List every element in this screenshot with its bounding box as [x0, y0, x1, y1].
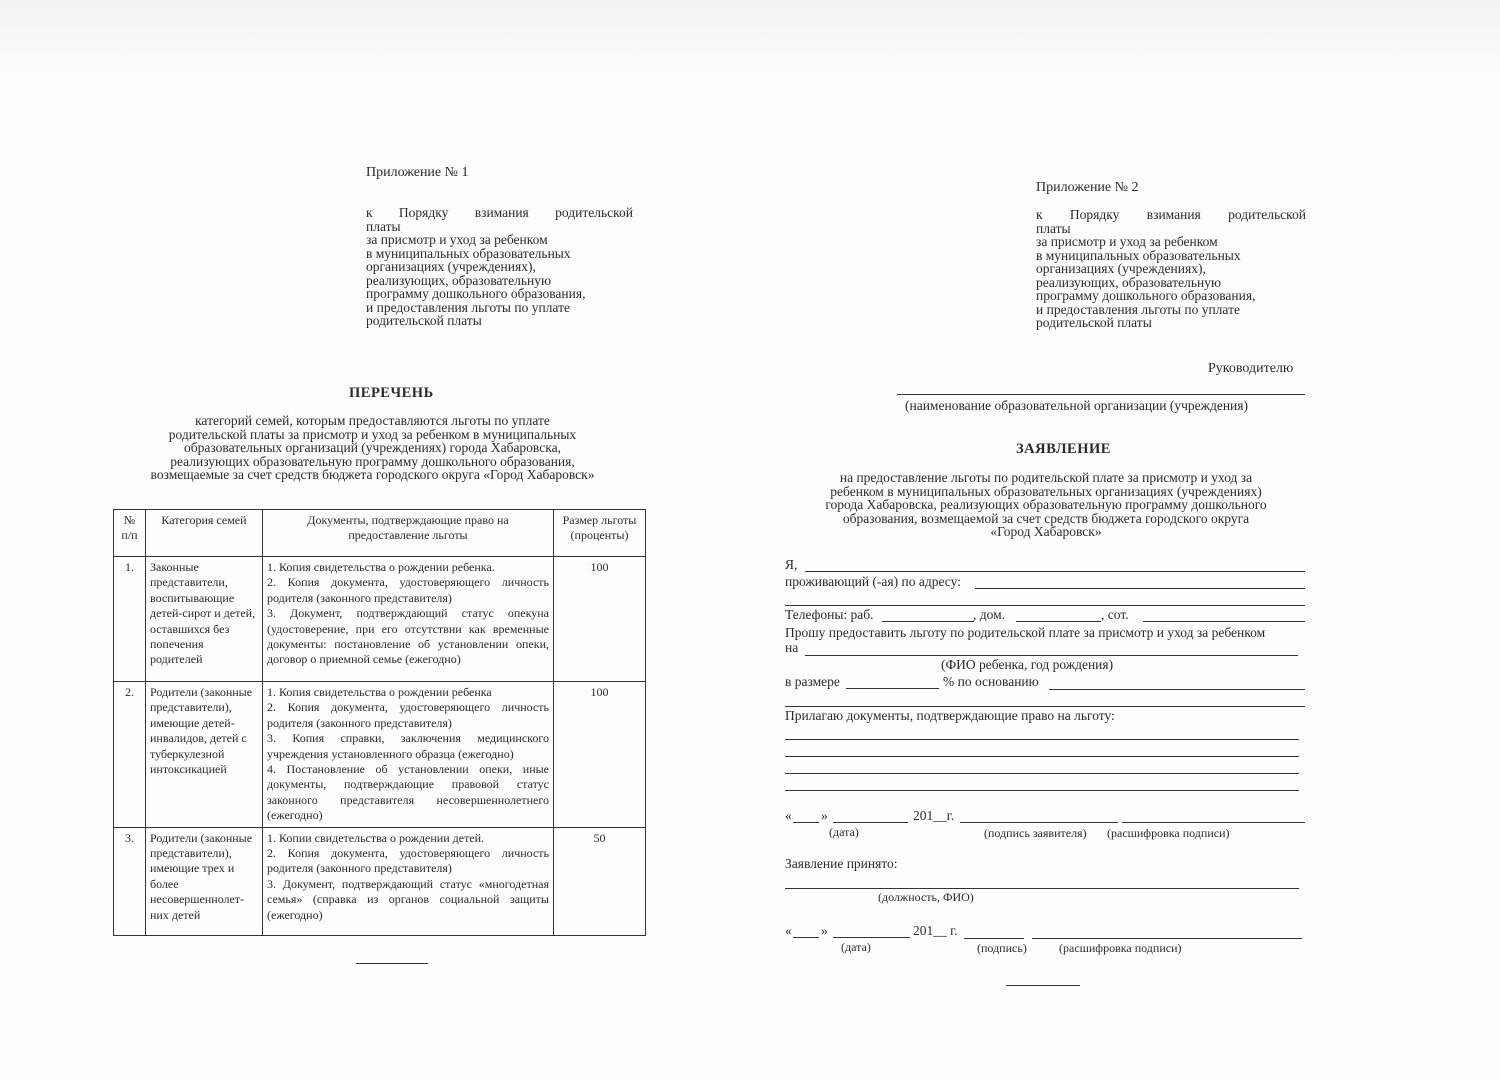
org-name-caption: (наименование образовательной организации (учреждения) [905, 398, 1248, 413]
address-field[interactable] [975, 588, 1305, 589]
subtitle-line: категорий семей, которым предоставляются льготы по уплате [195, 413, 550, 428]
order-line: организациях (учреждениях), [366, 259, 536, 274]
order-line: реализующих, образовательную [1036, 274, 1222, 290]
order-line: организациях (учреждениях), [1036, 261, 1206, 276]
month-field[interactable] [833, 937, 910, 938]
order-line: программу дошкольного образования, [1036, 288, 1256, 303]
child-name-caption: (ФИО ребенка, год рождения) [941, 657, 1114, 672]
accepted-label: Заявление принято: [785, 856, 898, 871]
document-item: 1. Копии свидетельства о рождении детей. [267, 830, 485, 845]
applicant-signature-caption: (подпись заявителя) [984, 826, 1087, 840]
position-name-caption: (должность, ФИО) [878, 890, 974, 904]
basis-field-continued[interactable] [785, 706, 1305, 707]
document-item: 2. Копия документа, удостоверяющего личность родителя (законного представителя) [267, 700, 549, 730]
order-word: родительской [1228, 207, 1306, 222]
order-line: за присмотр и уход за ребенком [366, 232, 548, 247]
phone-cell-field[interactable] [1143, 621, 1305, 622]
right-order-reference [1036, 208, 1306, 330]
order-line: в муниципальных образовательных [1036, 247, 1241, 263]
subtitle-line: города Хабаровска, реализующих образовательную программу дошкольного [825, 497, 1267, 512]
subtitle-line: «Город Хабаровск» [990, 524, 1102, 539]
date-open-quote: « [785, 923, 792, 938]
table-row [114, 557, 646, 682]
row-documents [263, 827, 554, 935]
benefit-categories-table [113, 509, 646, 936]
phone-home-label: , дом. [973, 607, 1006, 622]
documents-field-line[interactable] [785, 773, 1299, 774]
subtitle-line: реализующих образовательную программу дошкольного образования, [170, 453, 575, 469]
order-line: родительской платы [366, 313, 482, 328]
amount-field[interactable] [846, 688, 939, 689]
document-item: 3. Документ, подтверждающий статус опекуна (удостоверение, при его отсутствии как временные документы: постановление об установлении опеки, договор о приемной семье (ежегодно) [267, 606, 549, 667]
row-documents [263, 682, 554, 828]
subtitle-line: возмещаемые за счет средств бюджета городского округа «Город Хабаровск» [150, 467, 595, 482]
day-field[interactable] [793, 822, 819, 823]
list-heading: ПЕРЕЧЕНЬ [349, 385, 434, 401]
phone-cell-label: , сот. [1101, 607, 1129, 622]
order-line: в муниципальных образовательных [366, 245, 571, 261]
row-category: Законные представители, воспитывающие детей-сирот и детей, оставшихся без попечения родителей [146, 557, 263, 682]
documents-field-line[interactable] [785, 756, 1299, 757]
document-item: 2. Копия документа, удостоверяющего личность родителя (законного представителя) [267, 575, 549, 605]
documents-field-line[interactable] [785, 790, 1299, 791]
applicant-signature-decode-field[interactable] [1122, 822, 1305, 823]
receiver-signature-field[interactable] [964, 938, 1024, 939]
table-row [114, 827, 646, 935]
addressee-label: Руководителю [1208, 361, 1294, 376]
address-field-continued[interactable] [785, 605, 1305, 606]
subtitle-line: на предоставление льготы по родительской плате за присмотр и уход за [839, 470, 1253, 485]
year-label: 201__г. [913, 808, 955, 823]
document-item: 3. Копия справки, заключения медицинского учреждения установленного образца (ежегодно) [267, 731, 549, 761]
receiver-signature-decode-field[interactable] [1032, 938, 1302, 939]
document-item: 1. Копия свидетельства о рождении ребенка. [267, 560, 495, 574]
org-name-field-line[interactable] [897, 394, 1305, 395]
right-page-end-line [1006, 985, 1080, 986]
order-word: к [366, 205, 373, 220]
accepted-by-field[interactable] [785, 888, 1299, 889]
subtitle-line: ребенком в муниципальных образовательных организациях (учреждениях) [830, 483, 1262, 499]
date-close-quote: » [821, 808, 828, 823]
left-page-end-line [356, 963, 428, 964]
amount-label: в размере [785, 674, 840, 689]
order-word: Порядку [398, 205, 449, 220]
scan-edge-shadow [0, 0, 1500, 70]
right-order-first-line [1036, 208, 1306, 222]
date-caption: (дата) [841, 940, 871, 954]
month-field[interactable] [833, 822, 908, 823]
application-subtitle [782, 471, 1310, 539]
date-caption: (дата) [829, 825, 859, 839]
order-line: родительской платы [1036, 315, 1152, 330]
child-on-label: на [785, 640, 799, 655]
address-label: проживающий (-ая) по адресу: [785, 574, 961, 589]
order-line: и предоставления льготы по уплате [1036, 301, 1240, 317]
subtitle-line: родительской платы за присмотр и уход за ребенком в муниципальных [168, 426, 577, 442]
row-category: Родители (законные представители), имеющие детей-инвалидов, детей с туберкулезной интоксикацией [146, 682, 263, 828]
signature-decode-caption: (расшифровка подписи) [1059, 941, 1182, 955]
order-line: программу дошкольного образования, [366, 286, 586, 301]
row-documents [263, 557, 554, 682]
day-field[interactable] [793, 937, 819, 938]
row-number: 1. [114, 557, 146, 682]
column-header-percent: Размер льготы (проценты) [554, 510, 646, 557]
order-line: за присмотр и уход за ребенком [1036, 234, 1218, 249]
document-item: 2. Копия документа, удостоверяющего личность родителя (законного представителя) [267, 846, 549, 876]
right-appendix-label: Приложение № 2 [1036, 180, 1139, 195]
row-number: 2. [114, 682, 146, 828]
column-header-category: Категория семей [146, 510, 263, 557]
order-word: Порядку [1069, 207, 1120, 222]
left-appendix-label: Приложение № 1 [366, 165, 469, 180]
attached-documents-label: Прилагаю документы, подтверждающие право на льготу: [785, 708, 1115, 723]
document-item: 3. Документ, подтверждающий статус «многодетная семья» (справка из органов социальной защиты (ежегодно) [267, 876, 549, 922]
document-item: 4. Постановление об установлении опеки, иные документы, подтверждающие правовой статус законного представителя несовершеннолетнего (ежегодно) [267, 762, 549, 823]
document-item: 1. Копия свидетельства о рождении ребенка [267, 685, 492, 699]
order-line: и предоставления льготы по уплате [366, 299, 570, 315]
subtitle-line: образования, возмещаемой за счет средств бюджета городского округа [842, 510, 1250, 526]
phone-home-field[interactable] [1016, 621, 1101, 622]
date-close-quote: » [821, 923, 828, 938]
applicant-name-field[interactable] [805, 571, 1305, 572]
column-header-number: № п/п [114, 510, 146, 557]
phone-work-field[interactable] [882, 621, 974, 622]
phone-work-label: Телефоны: раб. [785, 607, 874, 622]
row-category: Родители (законные представители), имеющие трех и более несовершеннолет-них детей [146, 827, 263, 935]
order-line: платы [1036, 220, 1071, 236]
order-word: взимания [1146, 207, 1201, 222]
table-row [114, 682, 646, 828]
row-percent: 50 [554, 827, 646, 935]
table-header-row [114, 510, 646, 557]
order-word: взимания [474, 205, 529, 220]
basis-label: % по основанию [943, 674, 1039, 689]
applicant-signature-field[interactable] [960, 822, 1118, 823]
row-percent: 100 [554, 682, 646, 828]
request-text: Прошу предоставить льготу по родительской плате за присмотр и уход за ребенком [785, 625, 1266, 640]
left-order-first-line [366, 206, 633, 220]
order-word: к [1036, 207, 1043, 222]
applicant-name-label: Я, [785, 557, 798, 572]
child-name-field[interactable] [805, 655, 1298, 656]
subtitle-line: образовательных организаций (учреждениях) города Хабаровска, [184, 440, 561, 455]
order-word: родительской [555, 205, 633, 220]
documents-field-line[interactable] [785, 739, 1299, 740]
left-order-reference [366, 206, 633, 328]
row-percent: 100 [554, 557, 646, 682]
application-heading: ЗАЯВЛЕНИЕ [1016, 441, 1111, 457]
order-line: платы [366, 218, 401, 234]
year-label: 201__ г. [913, 923, 958, 938]
basis-field[interactable] [1049, 689, 1305, 690]
receiver-signature-caption: (подпись) [977, 941, 1027, 955]
column-header-documents: Документы, подтверждающие право на предоставление льготы [263, 510, 554, 557]
date-open-quote: « [785, 808, 792, 823]
signature-decode-caption: (расшифровка подписи) [1107, 826, 1230, 840]
list-subtitle [110, 414, 635, 482]
order-line: реализующих, образовательную [366, 272, 552, 288]
row-number: 3. [114, 827, 146, 935]
